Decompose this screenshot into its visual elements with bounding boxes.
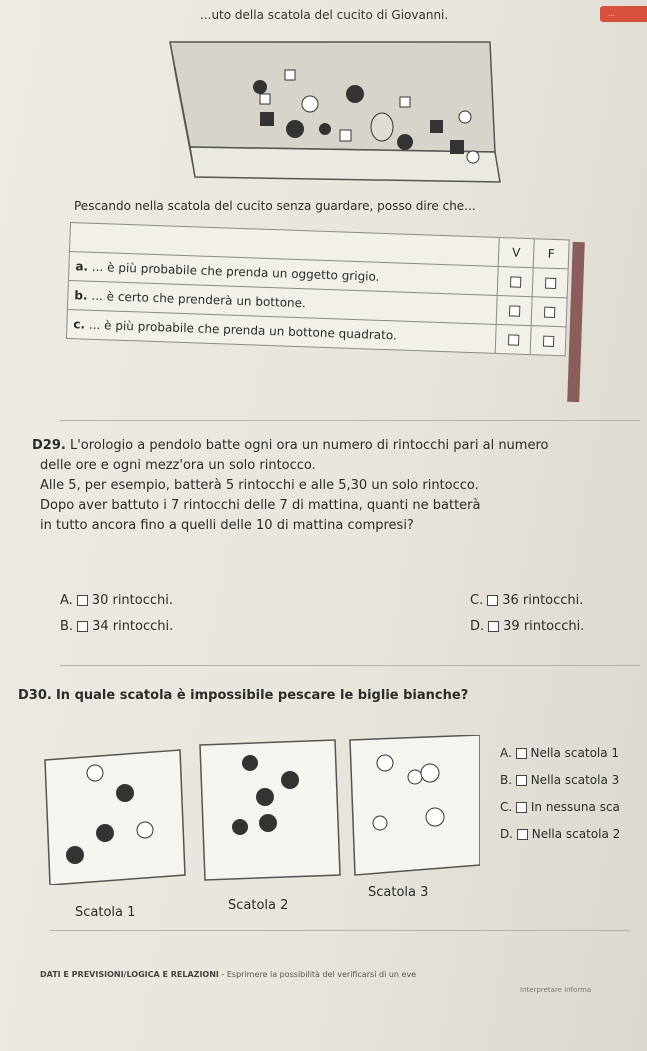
option-text: In nessuna sca	[530, 800, 620, 814]
checkbox-true[interactable]	[507, 334, 518, 345]
option-checkbox[interactable]	[517, 829, 528, 840]
checkbox-false[interactable]	[542, 336, 553, 347]
divider	[60, 665, 640, 666]
option-checkbox[interactable]	[516, 775, 527, 786]
question-text: In quale scatola è impossibile pescare le biglie bianche?	[55, 688, 469, 703]
option-text: 36 rintocchi.	[502, 593, 584, 608]
option-checkbox[interactable]	[516, 802, 527, 813]
footer-note-line2: Interpretare informa	[520, 986, 592, 994]
option-b[interactable]	[60, 619, 173, 634]
option-checkbox[interactable]	[488, 621, 499, 632]
question-text-line: L'orologio a pendolo batte ogni ora un numero di rintocchi pari al numero	[69, 438, 549, 453]
marble-boxes-illustration	[40, 735, 480, 885]
option-text: 39 rintocchi.	[503, 619, 585, 634]
option-letter: D.	[470, 619, 485, 634]
checkbox-false[interactable]	[544, 278, 555, 289]
question-text-line: Alle 5, per esempio, batterà 5 rintocchi e alle 5,30 un solo rintocco.	[40, 478, 479, 493]
option-letter: A.	[60, 593, 73, 608]
option-letter: B.	[60, 619, 74, 634]
question-text-line: delle ore e ogni mezz'ora un solo rintocco.	[40, 458, 316, 473]
option-text: Nella scatola 1	[530, 746, 620, 760]
option-checkbox[interactable]	[487, 595, 498, 606]
table-side-bar	[567, 242, 585, 402]
option-text: Nella scatola 2	[531, 827, 621, 841]
footer-text: - Esprimere la possibilità del verificarsi di un eve	[218, 970, 417, 979]
question-text-line: Dopo aver battuto i 7 rintocchi delle 7 di mattina, quanti ne batterà	[40, 498, 481, 513]
sewing-box-illustration	[150, 32, 510, 192]
row-letter: b.	[74, 288, 88, 303]
col-false-header: F	[533, 239, 569, 269]
option-letter: B.	[500, 773, 513, 787]
option-letter: C.	[470, 593, 484, 608]
option-b[interactable]	[500, 767, 620, 794]
option-letter: D.	[500, 827, 514, 841]
option-a[interactable]	[60, 593, 173, 608]
footer-note	[40, 970, 416, 979]
divider	[60, 420, 640, 421]
true-false-table	[66, 222, 570, 356]
option-c[interactable]	[470, 593, 583, 608]
row-statement: ... è certo che prenderà un bottone.	[91, 288, 307, 311]
box-label: Scatola 3	[368, 885, 429, 900]
option-a[interactable]	[500, 740, 620, 767]
question-intro: Pescando nella scatola del cucito senza guardare, posso dire che...	[74, 199, 476, 213]
box-label: Scatola 2	[228, 898, 289, 913]
footer-category: DATI E PREVISIONI/LOGICA E RELAZIONI	[40, 970, 219, 979]
corner-tag: ...	[600, 6, 647, 22]
option-text: 30 rintocchi.	[91, 593, 173, 608]
option-text: 34 rintocchi.	[92, 619, 174, 634]
question-29	[32, 436, 642, 536]
option-c[interactable]	[500, 794, 620, 821]
checkbox-true[interactable]	[509, 276, 520, 287]
option-letter: A.	[500, 746, 512, 760]
option-text: Nella scatola 3	[530, 773, 620, 787]
row-letter: a.	[75, 259, 89, 274]
question-number: D30.	[18, 688, 52, 703]
answer-options-29	[60, 593, 620, 645]
checkbox-true[interactable]	[508, 305, 519, 316]
row-statement: ... è più probabile che prenda un bottone quadrato.	[88, 317, 398, 343]
option-d[interactable]	[470, 619, 584, 634]
divider	[50, 930, 630, 931]
option-checkbox[interactable]	[77, 595, 88, 606]
option-checkbox[interactable]	[77, 621, 88, 632]
answer-options-30	[500, 740, 620, 848]
box-label: Scatola 1	[75, 905, 136, 920]
option-checkbox[interactable]	[516, 748, 527, 759]
box-caption: ...uto della scatola del cucito di Giovanni.	[200, 8, 449, 22]
checkbox-false[interactable]	[543, 307, 554, 318]
row-letter: c.	[73, 317, 86, 332]
option-d[interactable]	[500, 821, 620, 848]
col-true-header: V	[498, 237, 534, 267]
question-30	[18, 688, 468, 703]
option-letter: C.	[500, 800, 513, 814]
question-text-line: in tutto ancora fino a quelli delle 10 di mattina compresi?	[40, 518, 414, 533]
question-number: D29.	[32, 438, 66, 453]
row-statement: ... è più probabile che prenda un oggetto grigio.	[91, 259, 380, 284]
